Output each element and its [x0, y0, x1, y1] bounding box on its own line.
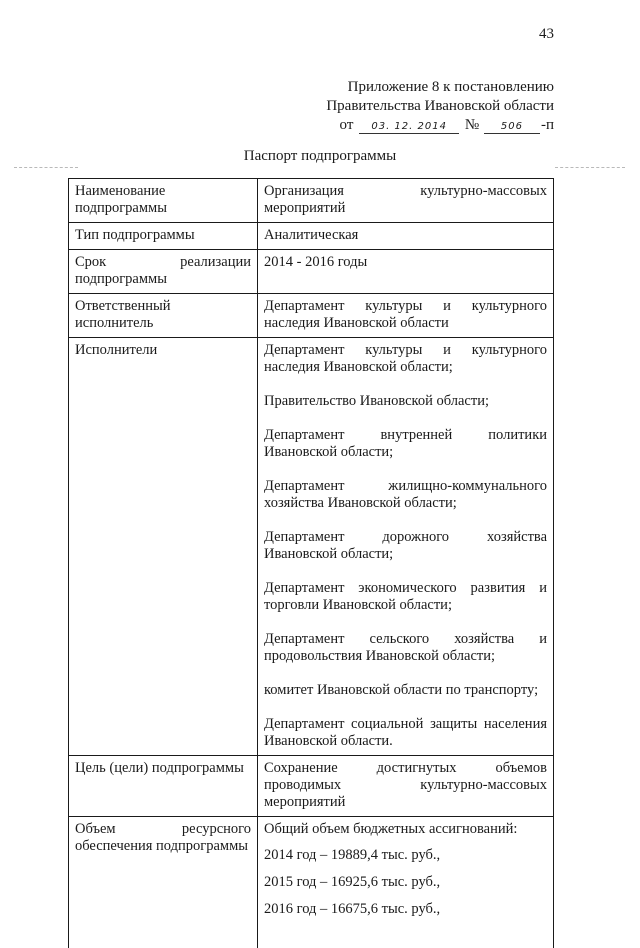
number-suffix: -п [541, 117, 554, 133]
table-row [69, 294, 554, 338]
executors-list [258, 338, 554, 756]
table-row [69, 179, 554, 223]
executor-item: Департамент внутренней политики Ивановской области; [264, 427, 547, 461]
appendix-line-1: Приложение 8 к постановлению [326, 78, 554, 97]
executor-item: комитет Ивановской области по транспорту; [264, 682, 547, 699]
table-row [69, 338, 554, 756]
finance-year: 2016 год – 16675,6 тыс. руб., [264, 901, 547, 918]
executor-item: Департамент социальной защиты населения Ивановской области. [264, 716, 547, 750]
term-value: 2014 - 2016 годы [258, 250, 554, 294]
type-value: Аналитическая [258, 223, 554, 250]
finance-year: 2014 год – 19889,4 тыс. руб., [264, 847, 547, 864]
table-row [69, 223, 554, 250]
term-label: Срок реализации подпрограммы [69, 250, 258, 294]
handwritten-date: 03. 12. 2014 [359, 120, 459, 134]
finance-year: 2015 год – 16925,6 тыс. руб., [264, 874, 547, 891]
finance-value [258, 817, 554, 948]
executor-item: Департамент культуры и культурного наследия Ивановской области; [264, 342, 547, 376]
executor-item: Департамент экономического развития и торговли Ивановской области; [264, 580, 547, 614]
finance-total: Общий объем бюджетных ассигнований: [264, 821, 547, 838]
appendix-line-2: Правительства Ивановской области [326, 97, 554, 116]
executor-item: Правительство Ивановской области; [264, 393, 547, 410]
type-label: Тип подпрограммы [69, 223, 258, 250]
executor-item: Департамент дорожного хозяйства Ивановской области; [264, 529, 547, 563]
handwritten-number: 506 [484, 120, 540, 134]
passport-table [68, 178, 554, 948]
goal-value: Сохранение достигнутых объемов проводимых культурно-массовых мероприятий [258, 756, 554, 817]
responsible-value: Департамент культуры и культурного наследия Ивановской области [258, 294, 554, 338]
document-title: Паспорт подпрограммы [0, 148, 640, 165]
number-sign: № [465, 117, 479, 133]
scan-artifact-line [555, 167, 625, 168]
table-row [69, 250, 554, 294]
executors-label: Исполнители [69, 338, 258, 756]
name-label: Наименование подпрограммы [69, 179, 258, 223]
table-row [69, 756, 554, 817]
finance-label: Объем ресурсного обеспечения подпрограммы [69, 817, 258, 948]
page-number: 43 [539, 26, 554, 43]
executor-item: Департамент жилищно-коммунального хозяйства Ивановской области; [264, 478, 547, 512]
date-number-line [326, 116, 554, 135]
appendix-header [326, 78, 554, 135]
responsible-label: Ответственный исполнитель [69, 294, 258, 338]
name-value: Организация культурно-массовых мероприятий [258, 179, 554, 223]
date-prefix: от [340, 117, 354, 133]
executor-item: Департамент сельского хозяйства и продовольствия Ивановской области; [264, 631, 547, 665]
goal-label: Цель (цели) подпрограммы [69, 756, 258, 817]
table-row [69, 817, 554, 948]
scan-artifact-line [14, 167, 78, 168]
